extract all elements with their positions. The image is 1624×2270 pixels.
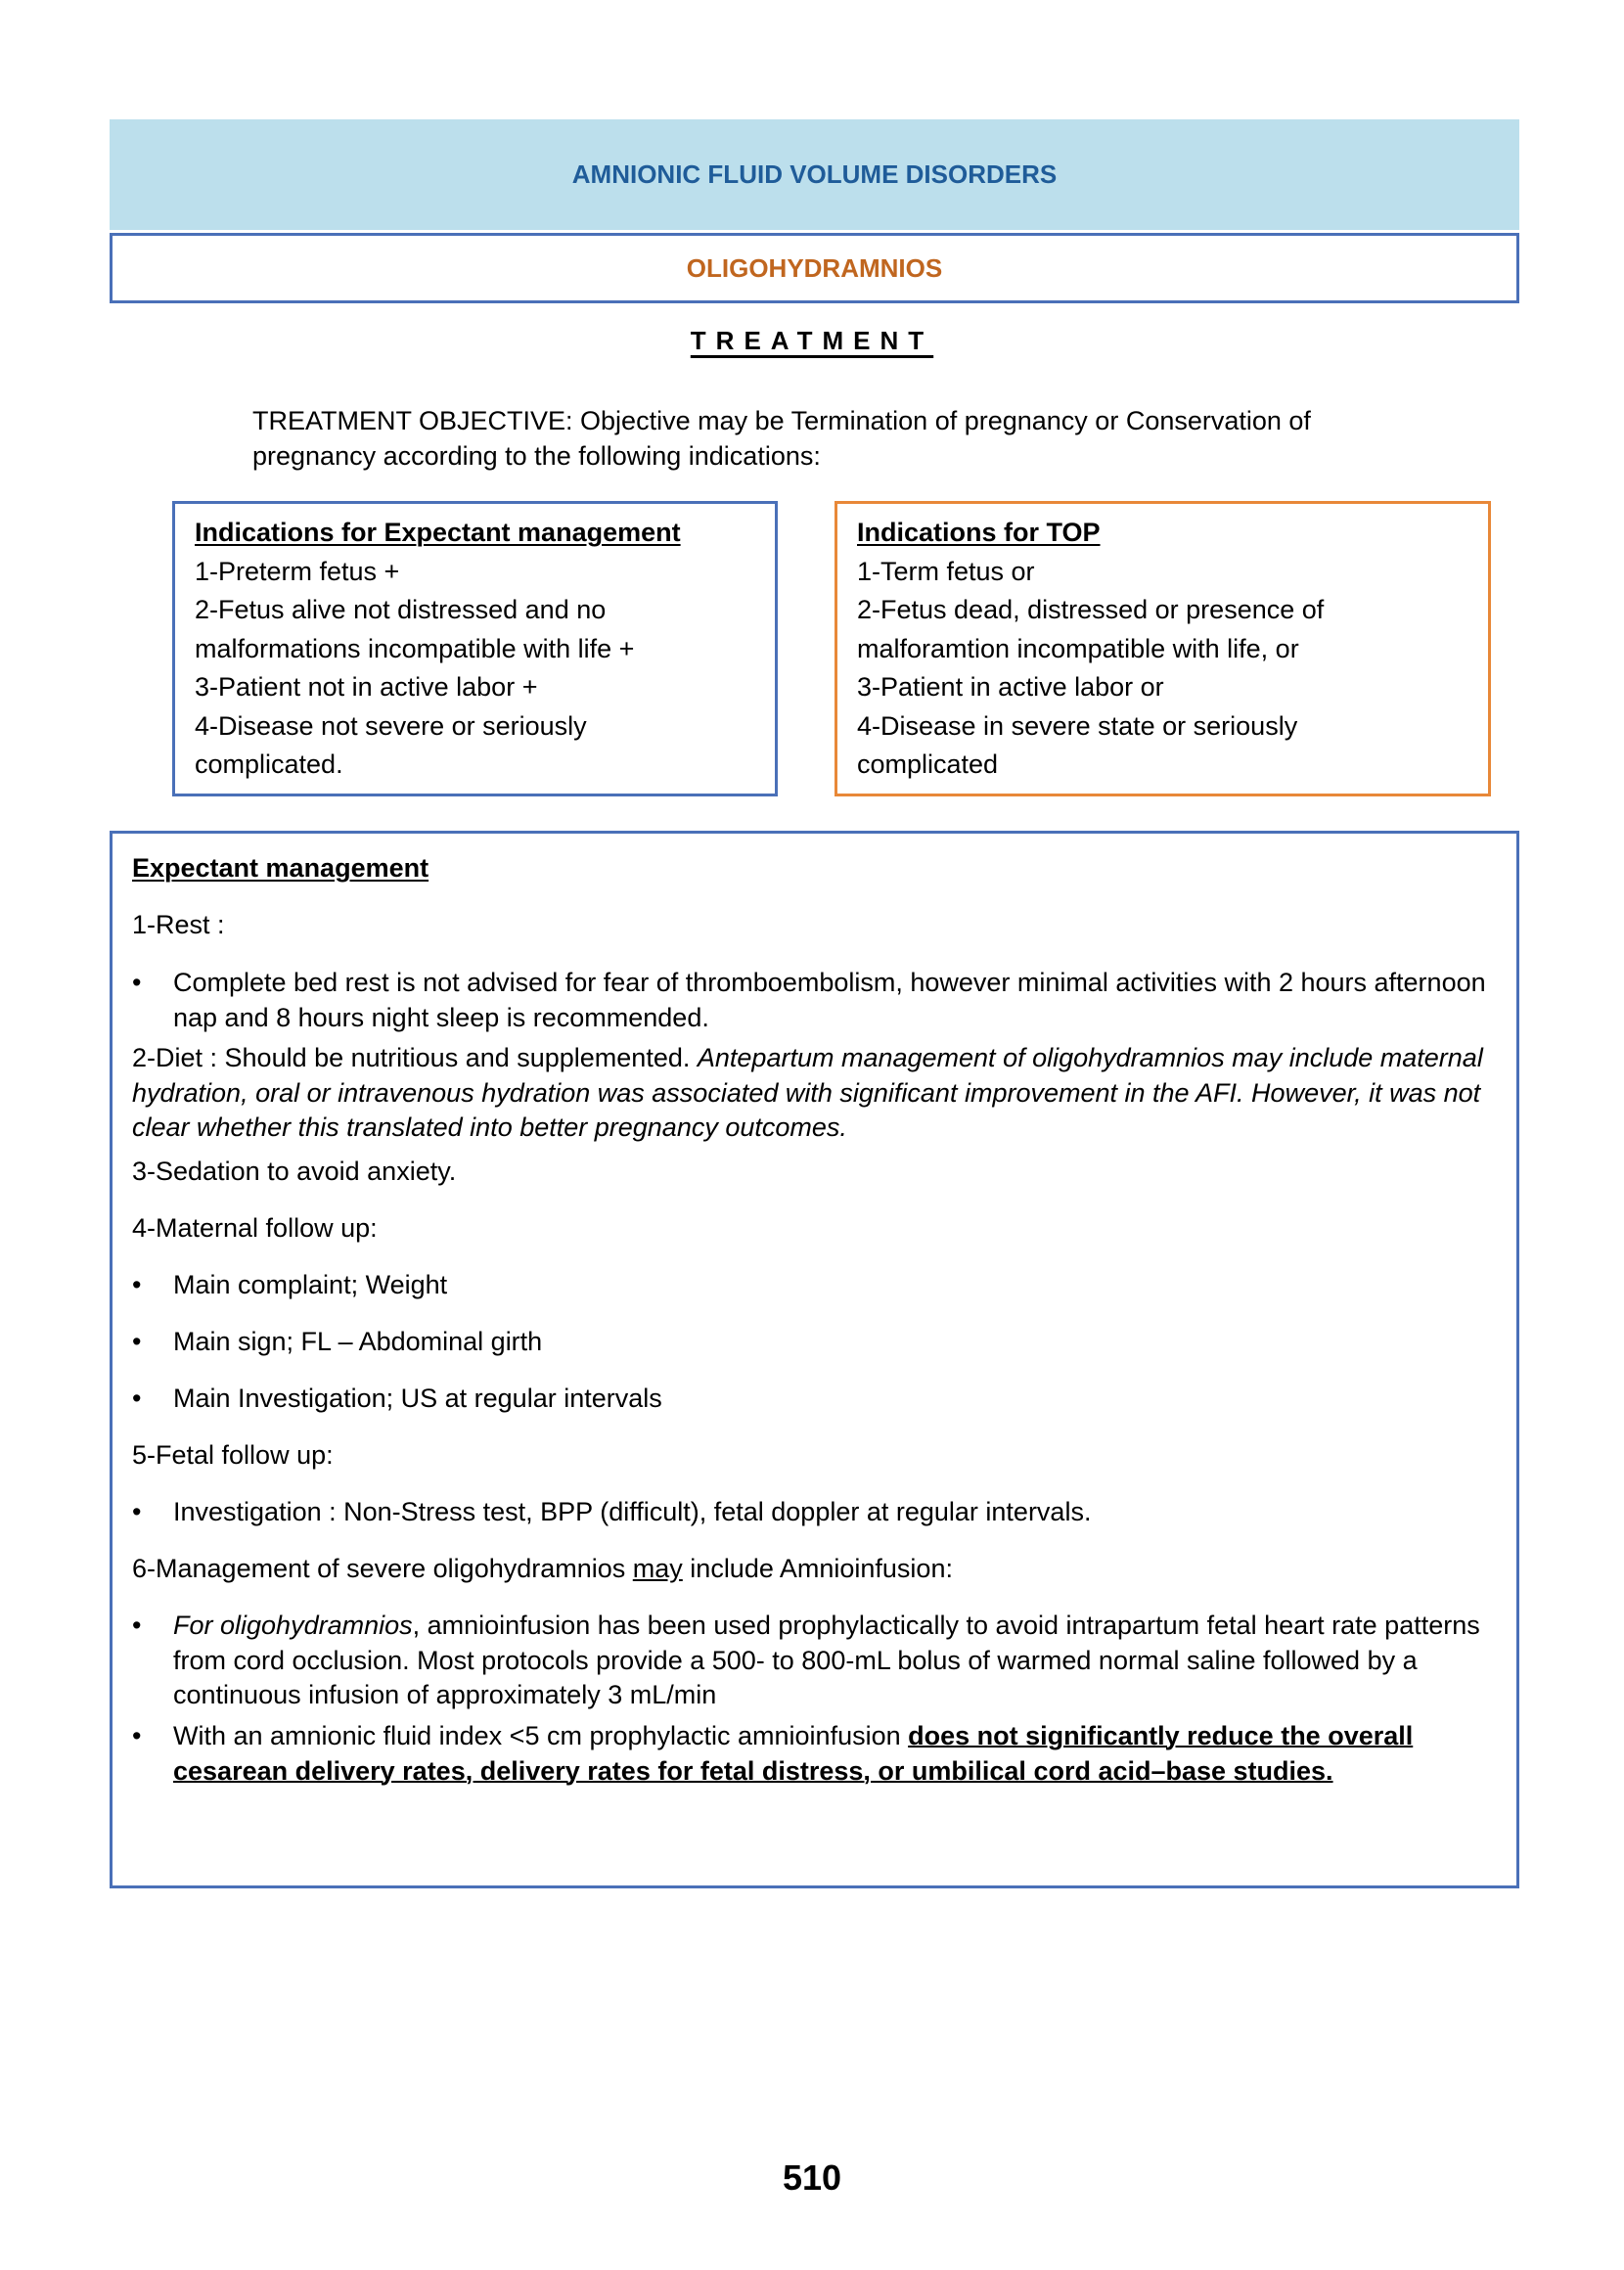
amnioinfusion-bullet: • For oligohydramnios, amnioinfusion has been used prophylactically to avoid intrapartum fetal heart rate patterns from cord occlusion. Most protocols provide a 500- to 800-mL bolus of warmed normal saline followed by a continuous infusion of approximately 3 mL/min: [132, 1609, 1497, 1713]
rest-bullet: • Complete bed rest is not advised for fear of thromboembolism, however minimal activities with 2 hours afternoon nap and 8 hours night sleep is recommended.: [132, 966, 1497, 1035]
treatment-heading: TREATMENT: [690, 326, 934, 355]
top-indications-box: [835, 501, 1491, 796]
indication-line: malforamtion incompatible with life, or: [857, 633, 1299, 663]
maternal-followup-label: 4-Maternal follow up:: [132, 1213, 378, 1243]
indication-line: 1-Term fetus or: [857, 556, 1035, 586]
diet-italic-note: Antepartum management of oligohydramnios may include maternal hydration, oral or intravenous hydration was associated with significant improvement in the AFI. However, it was not clear whether this translated into better pregnancy outcomes.: [132, 1043, 1483, 1142]
chapter-title: AMNIONIC FLUID VOLUME DISORDERS: [571, 159, 1058, 189]
expectant-management-heading: Expectant management: [132, 853, 429, 883]
expectant-indications-box: [172, 501, 778, 796]
top-indications-title: Indications for TOP: [857, 518, 1101, 547]
section-title: OLIGOHYDRAMNIOS: [686, 252, 943, 283]
afi-bullet: • With an amnionic fluid index <5 cm prophylactic amnioinfusion does not significantly reduce the overall cesarean delivery rates, delivery rates for fetal distress, or umbilical cord acid–base studies.: [132, 1719, 1497, 1789]
page-number: 510: [782, 2157, 842, 2198]
indication-line: 2-Fetus dead, distressed or presence of: [857, 595, 1325, 624]
indication-line: 3-Patient not in active labor +: [195, 672, 538, 702]
diet-paragraph: 2-Diet : Should be nutritious and supplemented. Antepartum management of oligohydramnios may include maternal hydration, oral or intravenous hydration was associated with significant improvement in the AFI. However, it was not clear whether this translated into better pregnancy outcomes.: [132, 1043, 1483, 1142]
rest-label: 1-Rest :: [132, 910, 225, 939]
expectant-management-box: [110, 831, 1519, 1888]
indication-line: 1-Preterm fetus +: [195, 556, 400, 586]
indication-line: 2-Fetus alive not distressed and no: [195, 595, 607, 624]
afi-emphasis: does not significantly reduce the overall cesarean delivery rates, delivery rates for fetal distress, or umbilical cord acid–base studies.: [173, 1721, 1414, 1786]
indication-line: complicated.: [195, 749, 343, 779]
indication-line: 4-Disease not severe or seriously: [195, 710, 587, 741]
indication-line: malformations incompatible with life +: [195, 633, 635, 663]
sedation-label: 3-Sedation to avoid anxiety.: [132, 1157, 457, 1186]
chapter-title-banner: [110, 119, 1519, 230]
indication-line: 3-Patient in active labor or: [857, 672, 1164, 702]
maternal-bullet: • Main Investigation; US at regular intervals: [132, 1382, 1497, 1417]
severe-management-label: 6-Management of severe oligohydramnios may include Amnioinfusion:: [132, 1554, 953, 1583]
expectant-indications-title: Indications for Expectant management: [195, 518, 681, 547]
fetal-followup-label: 5-Fetal follow up:: [132, 1440, 334, 1470]
treatment-objective: TREATMENT OBJECTIVE: Objective may be Termination of pregnancy or Conservation of pregnancy according to the following indications:: [252, 406, 1311, 471]
maternal-bullet: • Main complaint; Weight: [132, 1268, 1497, 1303]
maternal-bullet: • Main sign; FL – Abdominal girth: [132, 1325, 1497, 1360]
indication-line: 4-Disease in severe state or seriously: [857, 710, 1298, 741]
section-title-box: [110, 233, 1519, 303]
fetal-bullet: • Investigation : Non-Stress test, BPP (difficult), fetal doppler at regular intervals.: [132, 1495, 1497, 1530]
indication-line: complicated: [857, 749, 999, 779]
